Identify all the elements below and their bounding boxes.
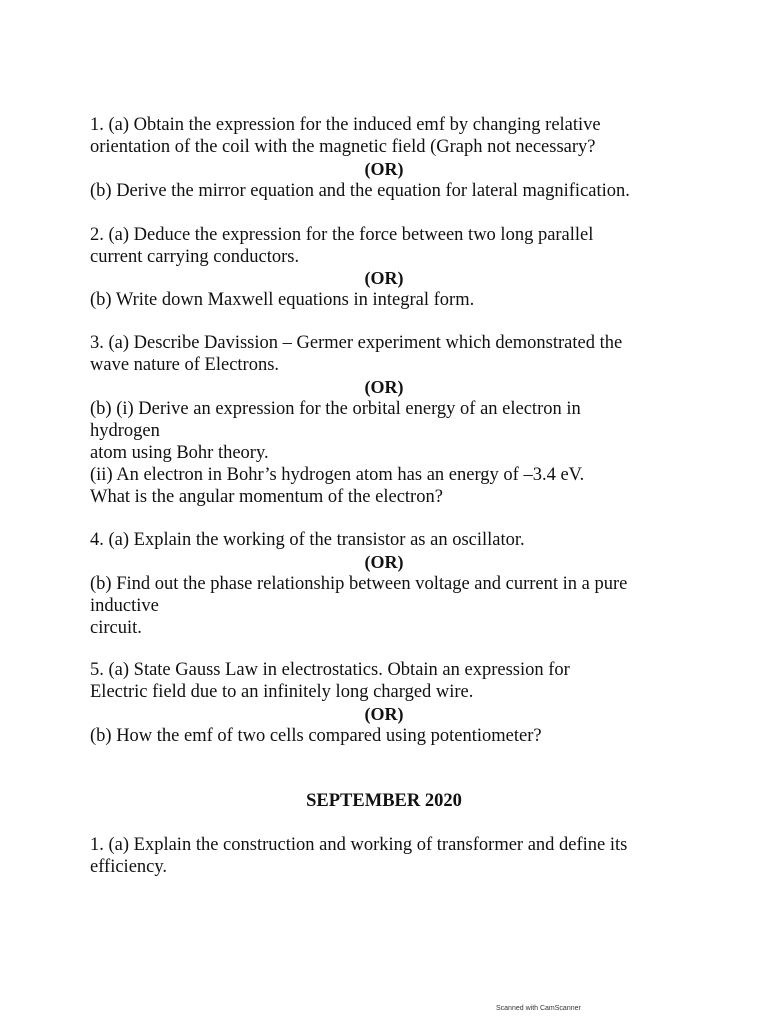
q3-or-separator: (OR) [364,377,404,397]
q1-a-line-2: orientation of the coil with the magnetic field (Graph not necessary? [90,137,596,157]
q1-a-line-1: 1. (a) Obtain the expression for the induced emf by changing relative [90,115,601,135]
q3-b-line-1: (b) (i) Derive an expression for the orbital energy of an electron in [90,399,581,419]
q3-a-line-1: 3. (a) Describe Davission – Germer experiment which demonstrated the [90,333,623,353]
section-heading-september-2020: SEPTEMBER 2020 [306,791,462,811]
q4-a-line-1: 4. (a) Explain the working of the transistor as an oscillator. [90,530,525,550]
q3-b-line-3: atom using Bohr theory. [90,443,269,463]
q3-b-line-2: hydrogen [90,421,160,441]
q4-b-line-3: circuit. [90,618,142,638]
q5-or-separator: (OR) [364,704,404,724]
q2-b-line-1: (b) Write down Maxwell equations in integral form. [90,290,475,310]
q4-or-separator: (OR) [364,552,404,572]
q2-or-separator: (OR) [364,268,404,288]
sep-q1-line-1: 1. (a) Explain the construction and working of transformer and define its [90,835,628,855]
q1-or-separator: (OR) [364,159,404,179]
scanner-watermark: Scanned with CamScanner [496,1005,581,1012]
q3-b-line-5: What is the angular momentum of the electron? [90,487,443,507]
q5-b-line-1: (b) How the emf of two cells compared using potentiometer? [90,726,542,746]
q2-a-line-2: current carrying conductors. [90,247,300,267]
q4-b-line-1: (b) Find out the phase relationship between voltage and current in a pure [90,574,628,594]
sep-q1-line-2: efficiency. [90,857,168,877]
q5-a-line-1: 5. (a) State Gauss Law in electrostatics. Obtain an expression for [90,660,570,680]
q3-b-line-4: (ii) An electron in Bohr’s hydrogen atom has an energy of –3.4 eV. [90,465,585,485]
q4-b-line-2: inductive [90,596,159,616]
q2-a-line-1: 2. (a) Deduce the expression for the force between two long parallel [90,225,594,245]
q1-b-line-1: (b) Derive the mirror equation and the equation for lateral magnification. [90,181,630,201]
q5-a-line-2: Electric field due to an infinitely long charged wire. [90,682,474,702]
q3-a-line-2: wave nature of Electrons. [90,355,280,375]
